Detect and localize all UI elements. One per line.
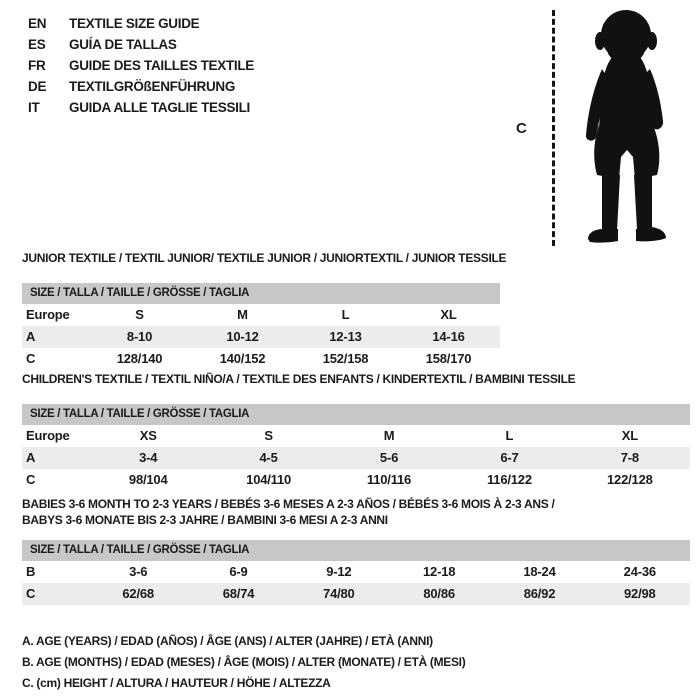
table-row-age <box>22 447 690 469</box>
height-cell: 62/68 <box>122 586 154 601</box>
age-cell: 18-24 <box>523 564 556 579</box>
age-cell: 3-6 <box>129 564 148 579</box>
height-cell: 140/152 <box>219 351 266 366</box>
height-cell: 104/110 <box>246 472 292 487</box>
height-cell: 92/98 <box>624 586 656 601</box>
size-cell: S <box>264 428 273 443</box>
size-header-bar: SIZE / TALLA / TAILLE / GRÖSSE / TAGLIA <box>22 404 690 425</box>
language-title: TEXTILGRÖßENFÜHRUNG <box>69 79 236 94</box>
row-label: C <box>26 472 36 487</box>
age-cell: 3-4 <box>139 450 158 465</box>
height-cell: 98/104 <box>128 472 168 487</box>
language-title: GUÍA DE TALLAS <box>69 37 177 52</box>
table-title: JUNIOR TEXTILE / TEXTIL JUNIOR/ TEXTILE JUNIOR / JUNIORTEXTIL / JUNIOR TESSILE <box>22 251 507 265</box>
height-marker-label: C <box>516 120 527 137</box>
height-cell: 128/140 <box>116 351 163 366</box>
language-title-list <box>28 13 254 118</box>
table-row-height <box>22 469 690 491</box>
age-cell: 6-7 <box>500 450 519 465</box>
junior-size-table <box>22 250 507 370</box>
legend-note-a: A. AGE (YEARS) / EDAD (AÑOS) / ÂGE (ANS) / ALTER (JAHRE) / ETÀ (ANNI) <box>22 634 433 648</box>
age-cell: 12-18 <box>423 564 456 579</box>
legend-notes <box>22 631 465 694</box>
height-cell: 68/74 <box>222 586 255 601</box>
table-title-line1: BABIES 3-6 MONTH TO 2-3 YEARS / BEBÉS 3-6 MESES A 2-3 AÑOS / BÉBÉS 3-6 MOIS À 2-3 ANS / <box>22 497 555 511</box>
table-row-height <box>22 583 690 605</box>
height-cell: 122/128 <box>607 472 653 487</box>
age-cell: 5-6 <box>379 450 399 465</box>
babies-size-table <box>22 496 690 605</box>
size-header-bar: SIZE / TALLA / TAILLE / GRÖSSE / TAGLIA <box>22 540 690 561</box>
size-cell: M <box>383 428 395 443</box>
row-label: C <box>26 586 36 601</box>
size-cell: M <box>237 307 248 322</box>
language-code: ES <box>28 37 46 52</box>
children-size-table <box>22 371 690 491</box>
size-cell: L <box>341 307 350 322</box>
height-cell: 158/170 <box>425 351 472 366</box>
language-row-fr <box>28 55 254 76</box>
row-label: B <box>26 564 36 579</box>
table-row-europe <box>22 425 690 447</box>
age-cell: 6-9 <box>229 564 248 579</box>
age-cell: 24-36 <box>623 564 656 579</box>
height-measure-dashed-line <box>552 10 555 246</box>
size-cell: L <box>505 428 514 443</box>
row-label: A <box>26 329 36 344</box>
height-cell: 80/86 <box>423 586 455 601</box>
table-title-line2: BABYS 3-6 MONATE BIS 2-3 JAHRE / BAMBINI 3-6 MESI A 2-3 ANNI <box>22 513 388 527</box>
height-cell: 116/122 <box>486 472 532 487</box>
age-cell: 12-13 <box>329 329 362 344</box>
legend-note-c: C. (cm) HEIGHT / ALTURA / HAUTEUR / HÖHE / ALTEZZA <box>22 676 331 690</box>
language-row-it <box>28 97 254 118</box>
language-code: DE <box>28 79 47 94</box>
legend-note-b: B. AGE (MONTHS) / EDAD (MESES) / ÂGE (MOIS) / ALTER (MONATE) / ETÀ (MESI) <box>22 655 466 669</box>
language-row-es <box>28 34 254 55</box>
size-cell: XS <box>139 428 157 443</box>
age-cell: 14-16 <box>432 329 465 344</box>
height-cell: 74/80 <box>323 586 355 601</box>
table-title: CHILDREN'S TEXTILE / TEXTIL NIÑO/A / TEXTILE DES ENFANTS / KINDERTEXTIL / BAMBINI TESSILE <box>22 372 576 386</box>
size-cell: S <box>135 307 144 322</box>
toddler-silhouette-icon <box>560 5 694 249</box>
table-row-height <box>22 348 500 370</box>
age-cell: 7-8 <box>620 450 639 465</box>
row-label: A <box>26 450 36 465</box>
height-cell: 86/92 <box>523 586 556 601</box>
age-cell: 10-12 <box>226 329 259 344</box>
size-cell: XL <box>440 307 457 322</box>
language-code: EN <box>28 16 47 31</box>
size-header-bar: SIZE / TALLA / TAILLE / GRÖSSE / TAGLIA <box>22 283 500 304</box>
language-title: GUIDE DES TAILLES TEXTILE <box>69 58 255 73</box>
language-title: TEXTILE SIZE GUIDE <box>69 16 200 31</box>
table-row-age-months <box>22 561 690 583</box>
height-cell: 110/116 <box>366 472 412 487</box>
age-cell: 8-10 <box>126 329 153 344</box>
table-row-europe <box>22 304 500 326</box>
age-cell: 4-5 <box>259 450 278 465</box>
row-label: Europe <box>26 428 70 443</box>
language-code: FR <box>28 58 46 73</box>
language-title: GUIDA ALLE TAGLIE TESSILI <box>69 100 250 115</box>
language-row-de <box>28 76 254 97</box>
size-cell: XL <box>621 428 638 443</box>
age-cell: 9-12 <box>326 564 352 579</box>
language-row-en <box>28 13 254 34</box>
height-cell: 152/158 <box>322 351 369 366</box>
language-code: IT <box>28 100 40 115</box>
table-row-age <box>22 326 500 348</box>
row-label: Europe <box>26 307 70 322</box>
row-label: C <box>26 351 36 366</box>
